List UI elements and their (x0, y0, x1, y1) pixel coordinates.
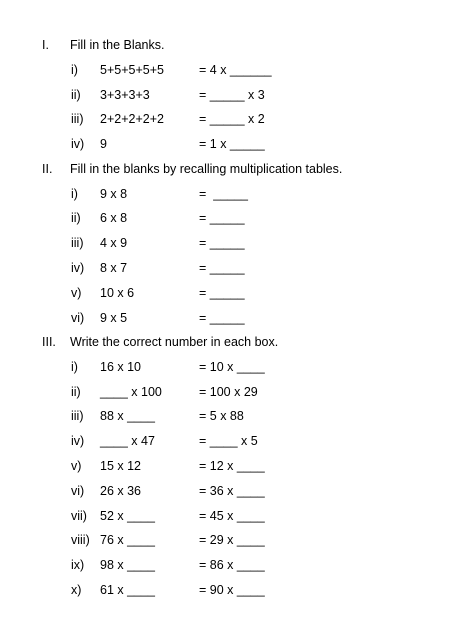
question-answer: = _____ (199, 261, 245, 275)
question-expression: 76 x ____ (100, 533, 155, 547)
question-expression: ____ x 100 (100, 385, 162, 399)
question-number: v) (71, 286, 82, 300)
question-expression: 16 x 10 (100, 360, 142, 374)
question-answer: = _____ (199, 286, 245, 300)
question-expression: 9 (100, 137, 107, 151)
question-number: ix) (71, 558, 85, 572)
question-number: v) (71, 459, 82, 473)
question-number: i) (71, 187, 78, 201)
section-number: III. (42, 335, 56, 349)
question-answer: = _____ (199, 211, 245, 225)
question-answer: = 100 x 29 (199, 385, 258, 399)
question-number: ii) (71, 385, 81, 399)
question-answer: = _____ (199, 236, 245, 250)
question-number: vi) (71, 311, 85, 325)
question-expression: 3+3+3+3 (100, 88, 150, 102)
question-number: vi) (71, 484, 85, 498)
question-expression: 88 x ____ (100, 409, 155, 423)
question-answer: = 4 x ______ (199, 63, 272, 77)
question-expression: 26 x 36 (100, 484, 142, 498)
question-expression: 4 x 9 (100, 236, 128, 250)
question-expression: 98 x ____ (100, 558, 155, 572)
question-expression: 61 x ____ (100, 583, 155, 597)
question-answer: = 12 x ____ (199, 459, 265, 473)
question-answer: = 90 x ____ (199, 583, 265, 597)
question-expression: 52 x ____ (100, 509, 155, 523)
section-title: Write the correct number in each box. (70, 335, 279, 349)
question-number: iii) (71, 112, 84, 126)
question-number: i) (71, 360, 78, 374)
question-answer: = 36 x ____ (199, 484, 265, 498)
question-expression: 10 x 6 (100, 286, 135, 300)
question-number: iv) (71, 137, 85, 151)
question-number: ii) (71, 211, 81, 225)
question-number: x) (71, 583, 82, 597)
question-answer: = _____ (199, 311, 245, 325)
question-answer: = 1 x _____ (199, 137, 265, 151)
question-answer: = _____ x 2 (199, 112, 265, 126)
question-number: iii) (71, 236, 84, 250)
question-answer: = 10 x ____ (199, 360, 265, 374)
question-number: viii) (71, 533, 90, 547)
section-number: I. (42, 38, 49, 52)
question-expression: 9 x 5 (100, 311, 128, 325)
question-answer: = 86 x ____ (199, 558, 265, 572)
question-answer: = 5 x 88 (199, 409, 244, 423)
question-answer: = ____ x 5 (199, 434, 258, 448)
question-number: iv) (71, 261, 85, 275)
section-number: II. (42, 162, 53, 176)
section-title: Fill in the blanks by recalling multiplication tables. (70, 162, 343, 176)
question-answer: = 29 x ____ (199, 533, 265, 547)
question-number: iii) (71, 409, 84, 423)
question-number: i) (71, 63, 78, 77)
question-expression: 5+5+5+5+5 (100, 63, 164, 77)
question-answer: = _____ x 3 (199, 88, 265, 102)
question-expression: 6 x 8 (100, 211, 128, 225)
question-expression: 15 x 12 (100, 459, 142, 473)
question-expression: ____ x 47 (100, 434, 155, 448)
question-number: iv) (71, 434, 85, 448)
section-title: Fill in the Blanks. (70, 38, 165, 52)
question-answer: = _____ (199, 187, 249, 201)
question-answer: = 45 x ____ (199, 509, 265, 523)
question-expression: 2+2+2+2+2 (100, 112, 164, 126)
question-expression: 9 x 8 (100, 187, 128, 201)
question-expression: 8 x 7 (100, 261, 128, 275)
question-number: vii) (71, 509, 87, 523)
question-number: ii) (71, 88, 81, 102)
